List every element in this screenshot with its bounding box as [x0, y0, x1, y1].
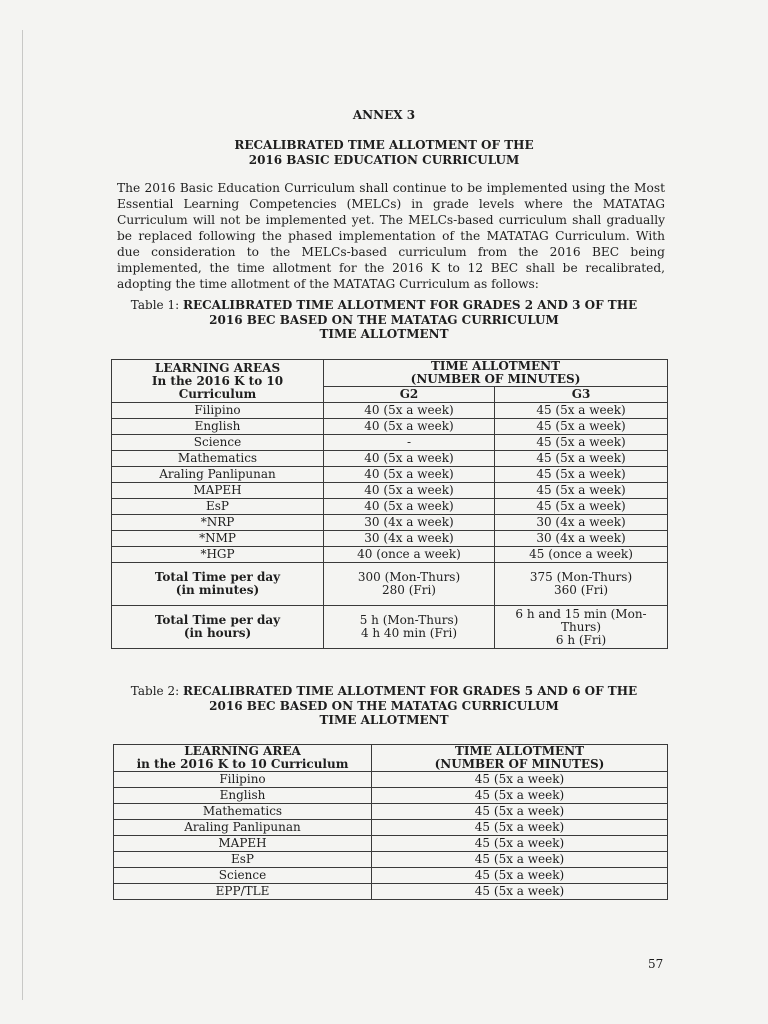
- table-row: [112, 451, 668, 467]
- table1-header-g3: G3: [495, 387, 668, 403]
- table2-cell-area: Mathematics: [114, 804, 372, 820]
- table2-cell-time: 45 (5x a week): [372, 820, 668, 836]
- table1-cell-g2: 40 (5x a week): [324, 451, 495, 467]
- table1-cell-g3: 45 (once a week): [495, 547, 668, 563]
- table1-total-minutes-g3: [495, 563, 668, 606]
- table1-cell-area: Science: [112, 435, 324, 451]
- table1-cell-g3: 45 (5x a week): [495, 419, 668, 435]
- table-row: [112, 403, 668, 419]
- intro-paragraph: The 2016 Basic Education Curriculum shall continue to be implemented using the Most Essential Learning Competencies (MELCs) in grade levels where the MATATAG Curriculum will not be implemented yet. The MELCs-based curriculum shall gradually be replaced following the phased implementation of the MATATAG Curriculum. With due consideration to the MELCs-based curriculum from the 2016 BEC being implemented, the time allotment for the 2016 K to 12 BEC shall be recalibrated, adopting the time allotment of the MATATAG Curriculum as follows:: [117, 181, 665, 291]
- table1-cell-g2: 30 (4x a week): [324, 531, 495, 547]
- table-row: [114, 884, 668, 900]
- table1-cell-g2: 40 (5x a week): [324, 403, 495, 419]
- table1: [111, 359, 668, 649]
- table2-header-time: [372, 745, 668, 772]
- table1-total-minutes-g3-line-1: 375 (Mon-Thurs): [529, 570, 633, 584]
- table-row: [112, 547, 668, 563]
- table1-cell-g3: 45 (5x a week): [495, 499, 668, 515]
- table1-total-hours-label: [112, 606, 324, 649]
- table2: [113, 744, 668, 900]
- title-line-1: RECALIBRATED TIME ALLOTMENT OF THE: [234, 138, 534, 152]
- table1-total-hours-label-line-2: (in hours): [183, 626, 252, 640]
- table1-total-hours-row: [112, 606, 668, 649]
- table1-caption: [0, 298, 768, 342]
- table1-header-time-line-2: (NUMBER OF MINUTES): [410, 372, 581, 386]
- table2-caption-line-2: 2016 BEC BASED ON THE MATATAG CURRICULUM: [209, 698, 559, 713]
- table1-total-hours-g3-line-3: 6 h (Fri): [555, 632, 607, 647]
- table1-total-minutes-g2-line-1: 300 (Mon-Thurs): [357, 570, 461, 584]
- table2-cell-area: Filipino: [114, 772, 372, 788]
- table-row: [114, 852, 668, 868]
- page-edge-line: [22, 30, 23, 1000]
- table2-cell-time: 45 (5x a week): [372, 884, 668, 900]
- table2-cell-time: 45 (5x a week): [372, 772, 668, 788]
- table-row: [112, 515, 668, 531]
- table1-cell-area: Mathematics: [112, 451, 324, 467]
- table1-total-minutes-g3-line-2: 360 (Fri): [554, 583, 608, 597]
- table1-cell-g3: 45 (5x a week): [495, 467, 668, 483]
- table1-caption-line-3: TIME ALLOTMENT: [319, 327, 449, 341]
- table1-total-hours-g3-line-1: 6 h and 15 min (Mon-: [515, 606, 647, 621]
- table-row: [114, 868, 668, 884]
- table2-header-area-line-1: LEARNING AREA: [184, 744, 301, 758]
- table2-header-area-line-2: in the 2016 K to 10 Curriculum: [136, 757, 349, 771]
- table2-cell-time: 45 (5x a week): [372, 836, 668, 852]
- table1-header-time: [324, 360, 668, 387]
- table1-cell-area: *NRP: [112, 515, 324, 531]
- table1-header-g2: G2: [324, 387, 495, 403]
- page-number: 57: [648, 957, 664, 971]
- table1-total-hours-g3: [495, 606, 668, 649]
- table1-header-area: [112, 360, 324, 403]
- table1-cell-area: Araling Panlipunan: [112, 467, 324, 483]
- table1-caption-lead: Table 1:: [130, 298, 180, 312]
- table-row: [112, 419, 668, 435]
- table1-cell-g3: 45 (5x a week): [495, 435, 668, 451]
- table2-caption-line-3: TIME ALLOTMENT: [319, 713, 449, 727]
- table2-cell-area: Araling Panlipunan: [114, 820, 372, 836]
- annex-label: ANNEX 3: [352, 108, 416, 122]
- table1-cell-area: *NMP: [112, 531, 324, 547]
- table2-cell-area: EPP/TLE: [114, 884, 372, 900]
- table1-cell-g3: 45 (5x a week): [495, 451, 668, 467]
- table1-total-hours-g3-line-2: Thurs): [560, 619, 602, 634]
- table-row: [114, 836, 668, 852]
- table1-total-minutes-label: [112, 563, 324, 606]
- table1-cell-g3: 30 (4x a week): [495, 515, 668, 531]
- table1-cell-area: Filipino: [112, 403, 324, 419]
- table-row: [112, 435, 668, 451]
- table2-cell-time: 45 (5x a week): [372, 788, 668, 804]
- table-row: [112, 483, 668, 499]
- table1-cell-area: EsP: [112, 499, 324, 515]
- table-row: [112, 531, 668, 547]
- table-row: [114, 820, 668, 836]
- table2-cell-time: 45 (5x a week): [372, 852, 668, 868]
- table1-total-minutes-label-line-2: (in minutes): [175, 583, 260, 597]
- table-row: [112, 467, 668, 483]
- table1-total-hours-g2-line-1: 5 h (Mon-Thurs): [359, 613, 459, 627]
- table1-header-area-line-2: In the 2016 K to 10: [151, 373, 284, 388]
- table1-cell-g2: 40 (5x a week): [324, 419, 495, 435]
- table1-total-minutes-label-line-1: Total Time per day: [154, 570, 281, 584]
- table1-total-minutes-row: [112, 563, 668, 606]
- table1-total-hours-g2-line-2: 4 h 40 min (Fri): [360, 626, 458, 640]
- table1-cell-g2: 40 (5x a week): [324, 467, 495, 483]
- title-line-2: 2016 BASIC EDUCATION CURRICULUM: [248, 153, 520, 167]
- table2-cell-area: EsP: [114, 852, 372, 868]
- table1-total-minutes-g2-line-2: 280 (Fri): [382, 583, 436, 597]
- table1-cell-g2: 30 (4x a week): [324, 515, 495, 531]
- document-title: [0, 138, 768, 168]
- table2-cell-time: 45 (5x a week): [372, 804, 668, 820]
- table2-cell-area: English: [114, 788, 372, 804]
- table-row: [114, 772, 668, 788]
- table-row: [114, 804, 668, 820]
- table1-total-minutes-g2: [324, 563, 495, 606]
- table1-header-area-line-3: Curriculum: [178, 386, 257, 401]
- table1-cell-area: MAPEH: [112, 483, 324, 499]
- table1-cell-g2: 40 (once a week): [324, 547, 495, 563]
- table2-caption-lead: Table 2:: [130, 684, 180, 698]
- table1-cell-g2: -: [324, 435, 495, 451]
- table2-cell-area: Science: [114, 868, 372, 884]
- table-row: [114, 788, 668, 804]
- table1-cell-g2: 40 (5x a week): [324, 499, 495, 515]
- table1-total-hours-g2: [324, 606, 495, 649]
- table2-cell-area: MAPEH: [114, 836, 372, 852]
- table2-cell-time: 45 (5x a week): [372, 868, 668, 884]
- table2-header-area: [114, 745, 372, 772]
- table1-header-time-line-1: TIME ALLOTMENT: [430, 359, 561, 373]
- table1-cell-area: English: [112, 419, 324, 435]
- table1-caption-line-2: 2016 BEC BASED ON THE MATATAG CURRICULUM: [209, 312, 559, 327]
- table2-header-time-line-1: TIME ALLOTMENT: [454, 744, 585, 758]
- table2-caption-line-1: RECALIBRATED TIME ALLOTMENT FOR GRADES 5 AND 6 OF THE: [182, 684, 638, 698]
- table1-total-hours-label-line-1: Total Time per day: [154, 613, 281, 627]
- table1-header-area-line-1: LEARNING AREAS: [154, 360, 281, 375]
- table1-cell-area: *HGP: [112, 547, 324, 563]
- table1-cell-g3: 30 (4x a week): [495, 531, 668, 547]
- table2-caption: [0, 684, 768, 728]
- table1-cell-g3: 45 (5x a week): [495, 403, 668, 419]
- table-row: [112, 499, 668, 515]
- table1-cell-g2: 40 (5x a week): [324, 483, 495, 499]
- table1-caption-line-1: RECALIBRATED TIME ALLOTMENT FOR GRADES 2 AND 3 OF THE: [182, 298, 638, 312]
- table2-header-time-line-2: (NUMBER OF MINUTES): [434, 757, 605, 771]
- table1-cell-g3: 45 (5x a week): [495, 483, 668, 499]
